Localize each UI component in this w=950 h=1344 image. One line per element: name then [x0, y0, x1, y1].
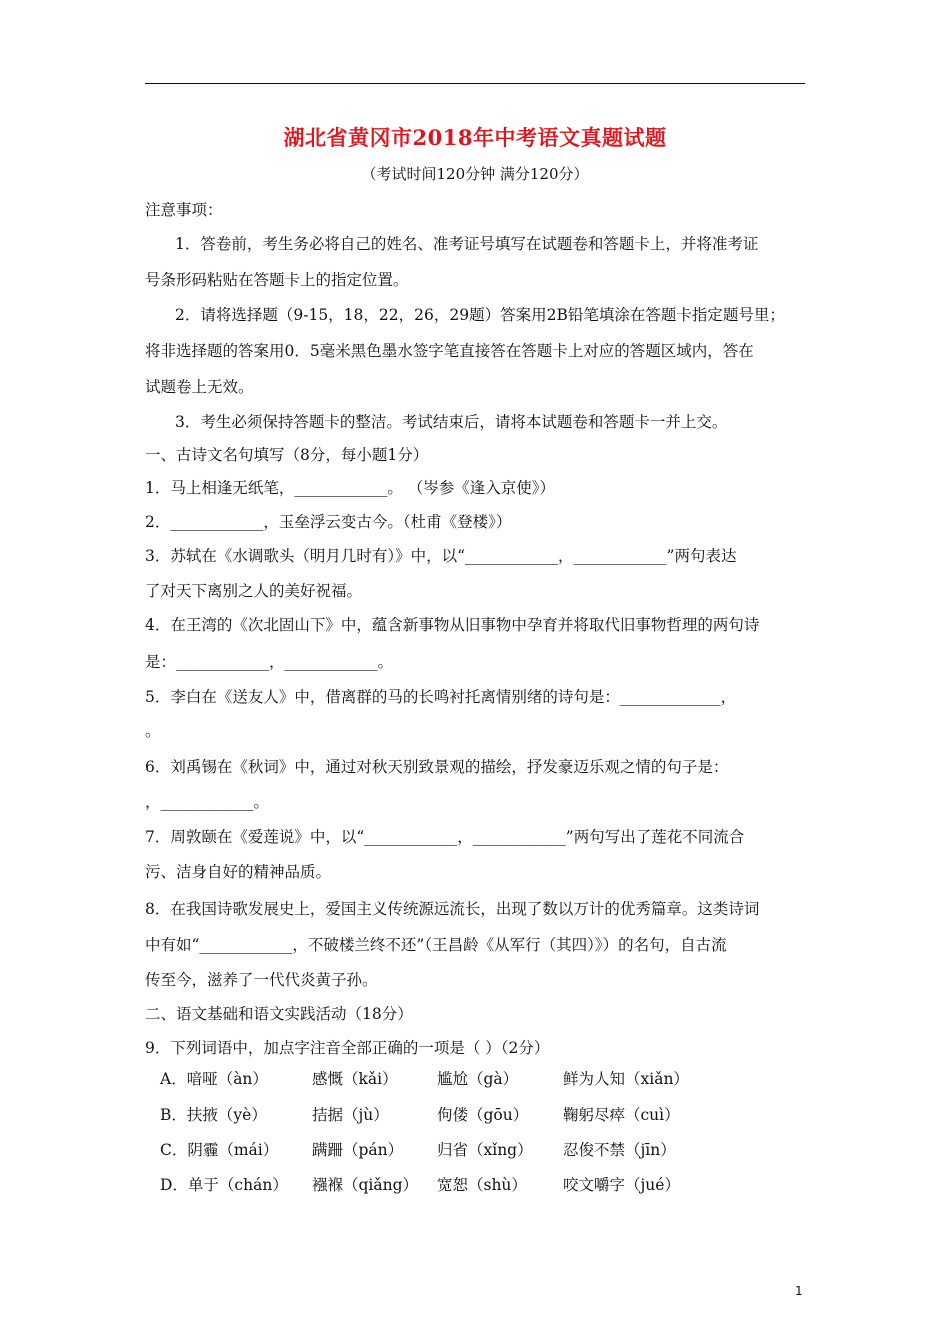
notice-line: 将非选择题的答案用0．5毫米黑色墨水签字笔直接答在答题卡上对应的答题区域内，答在 — [145, 342, 754, 360]
notice-line: 号条形码粘贴在答题卡上的指定位置。 — [145, 271, 409, 289]
question-line: ，____________。 — [145, 793, 270, 811]
option-d-word2: 襁褓（qiǎng） — [312, 1176, 419, 1194]
notice-line: 2．请将选择题（9-15，18，22，26，29题）答案用2B铅笔填涂在答题卡指定题号里； — [175, 306, 785, 324]
header-rule — [145, 83, 805, 84]
question-line: 。 — [145, 722, 161, 740]
option-a-word3: 尴尬（gà） — [437, 1070, 519, 1088]
notice-line: 3．考生必须保持答题卡的整洁。考试结束后，请将本试题卷和答题卡一并上交。 — [175, 413, 728, 431]
page-number: 1 — [795, 1284, 803, 1298]
option-b-word3: 佝偻（gōu） — [437, 1106, 529, 1124]
exam-info: （考试时间120分钟 满分120分） — [361, 165, 589, 183]
option-a-word2: 感慨（kǎi） — [312, 1070, 398, 1088]
question-line: 5．李白在《送友人》中，借离群的马的长鸣衬托离情别绪的诗句是：_____________， — [145, 688, 737, 706]
option-a-label: A．喑哑（àn） — [160, 1070, 268, 1088]
question-line: 是：____________，____________。 — [145, 653, 394, 671]
question-line: 中有如“____________，不破楼兰终不还”（王昌龄《从军行（其四）》）的名句，自古流 — [145, 936, 727, 954]
question-line: 2．____________，玉垒浮云变古今。（杜甫《登楼》） — [145, 513, 512, 531]
question-line: 3．苏轼在《水调歌头（明月几时有）》中，以“____________，____________”两句表达 — [145, 547, 737, 565]
option-d-label: D．单于（chán） — [160, 1176, 288, 1194]
option-c-word3: 归省（xǐng） — [437, 1141, 533, 1159]
notice-line: 试题卷上无效。 — [145, 378, 254, 396]
question-line: 8．在我国诗歌发展史上，爱国主义传统源远流长，出现了数以万计的优秀篇章。这类诗词 — [145, 900, 760, 918]
option-b-word4: 鞠躬尽瘁（cuì） — [563, 1106, 680, 1124]
page-title: 湖北省黄冈市2018年中考语文真题试题 — [283, 125, 667, 150]
question-line: 污、洁身自好的精神品质。 — [145, 863, 332, 881]
option-c-word2: 蹒跚（pán） — [312, 1141, 404, 1159]
question-line: 了对天下离别之人的美好祝福。 — [145, 582, 363, 600]
option-b-label: B．扶掖（yè） — [160, 1106, 267, 1124]
option-a-word4: 鲜为人知（xiǎn） — [563, 1070, 689, 1088]
question-line: 6．刘禹锡在《秋词》中，通过对秋天别致景观的描绘，抒发豪迈乐观之情的句子是： — [145, 758, 729, 776]
option-c-word4: 忍俊不禁（jīn） — [563, 1141, 676, 1159]
question-line: 1．马上相逢无纸笔，____________。 （岑参《逢入京使》） — [145, 479, 556, 497]
section-heading: 一、古诗文名句填写（8分，每小题1分） — [145, 446, 429, 464]
option-d-word4: 咬文嚼字（jué） — [563, 1176, 680, 1194]
notice-line: 1．答卷前，考生务必将自己的姓名、准考证号填写在试题卷和答题卡上，并将准考证 — [175, 235, 759, 253]
option-d-word3: 宽恕（shù） — [437, 1176, 527, 1194]
question-line: 7．周敦颐在《爱莲说》中，以“____________，____________”两句写出了莲花不同流合 — [145, 828, 745, 846]
option-b-word2: 拮据（jù） — [312, 1106, 389, 1124]
question-line: 9．下列词语中，加点字注音全部正确的一项是（ ）（2分） — [145, 1039, 550, 1057]
question-line: 传至今，滋养了一代代炎黄子孙。 — [145, 971, 378, 989]
section-heading: 二、语文基础和语文实践活动（18分） — [145, 1005, 413, 1023]
question-line: 4．在王湾的《次北固山下》中，蕴含新事物从旧事物中孕育并将取代旧事物哲理的两句诗 — [145, 616, 760, 634]
option-c-label: C．阴霾（mái） — [160, 1141, 279, 1159]
notice-heading: 注意事项： — [145, 201, 223, 219]
